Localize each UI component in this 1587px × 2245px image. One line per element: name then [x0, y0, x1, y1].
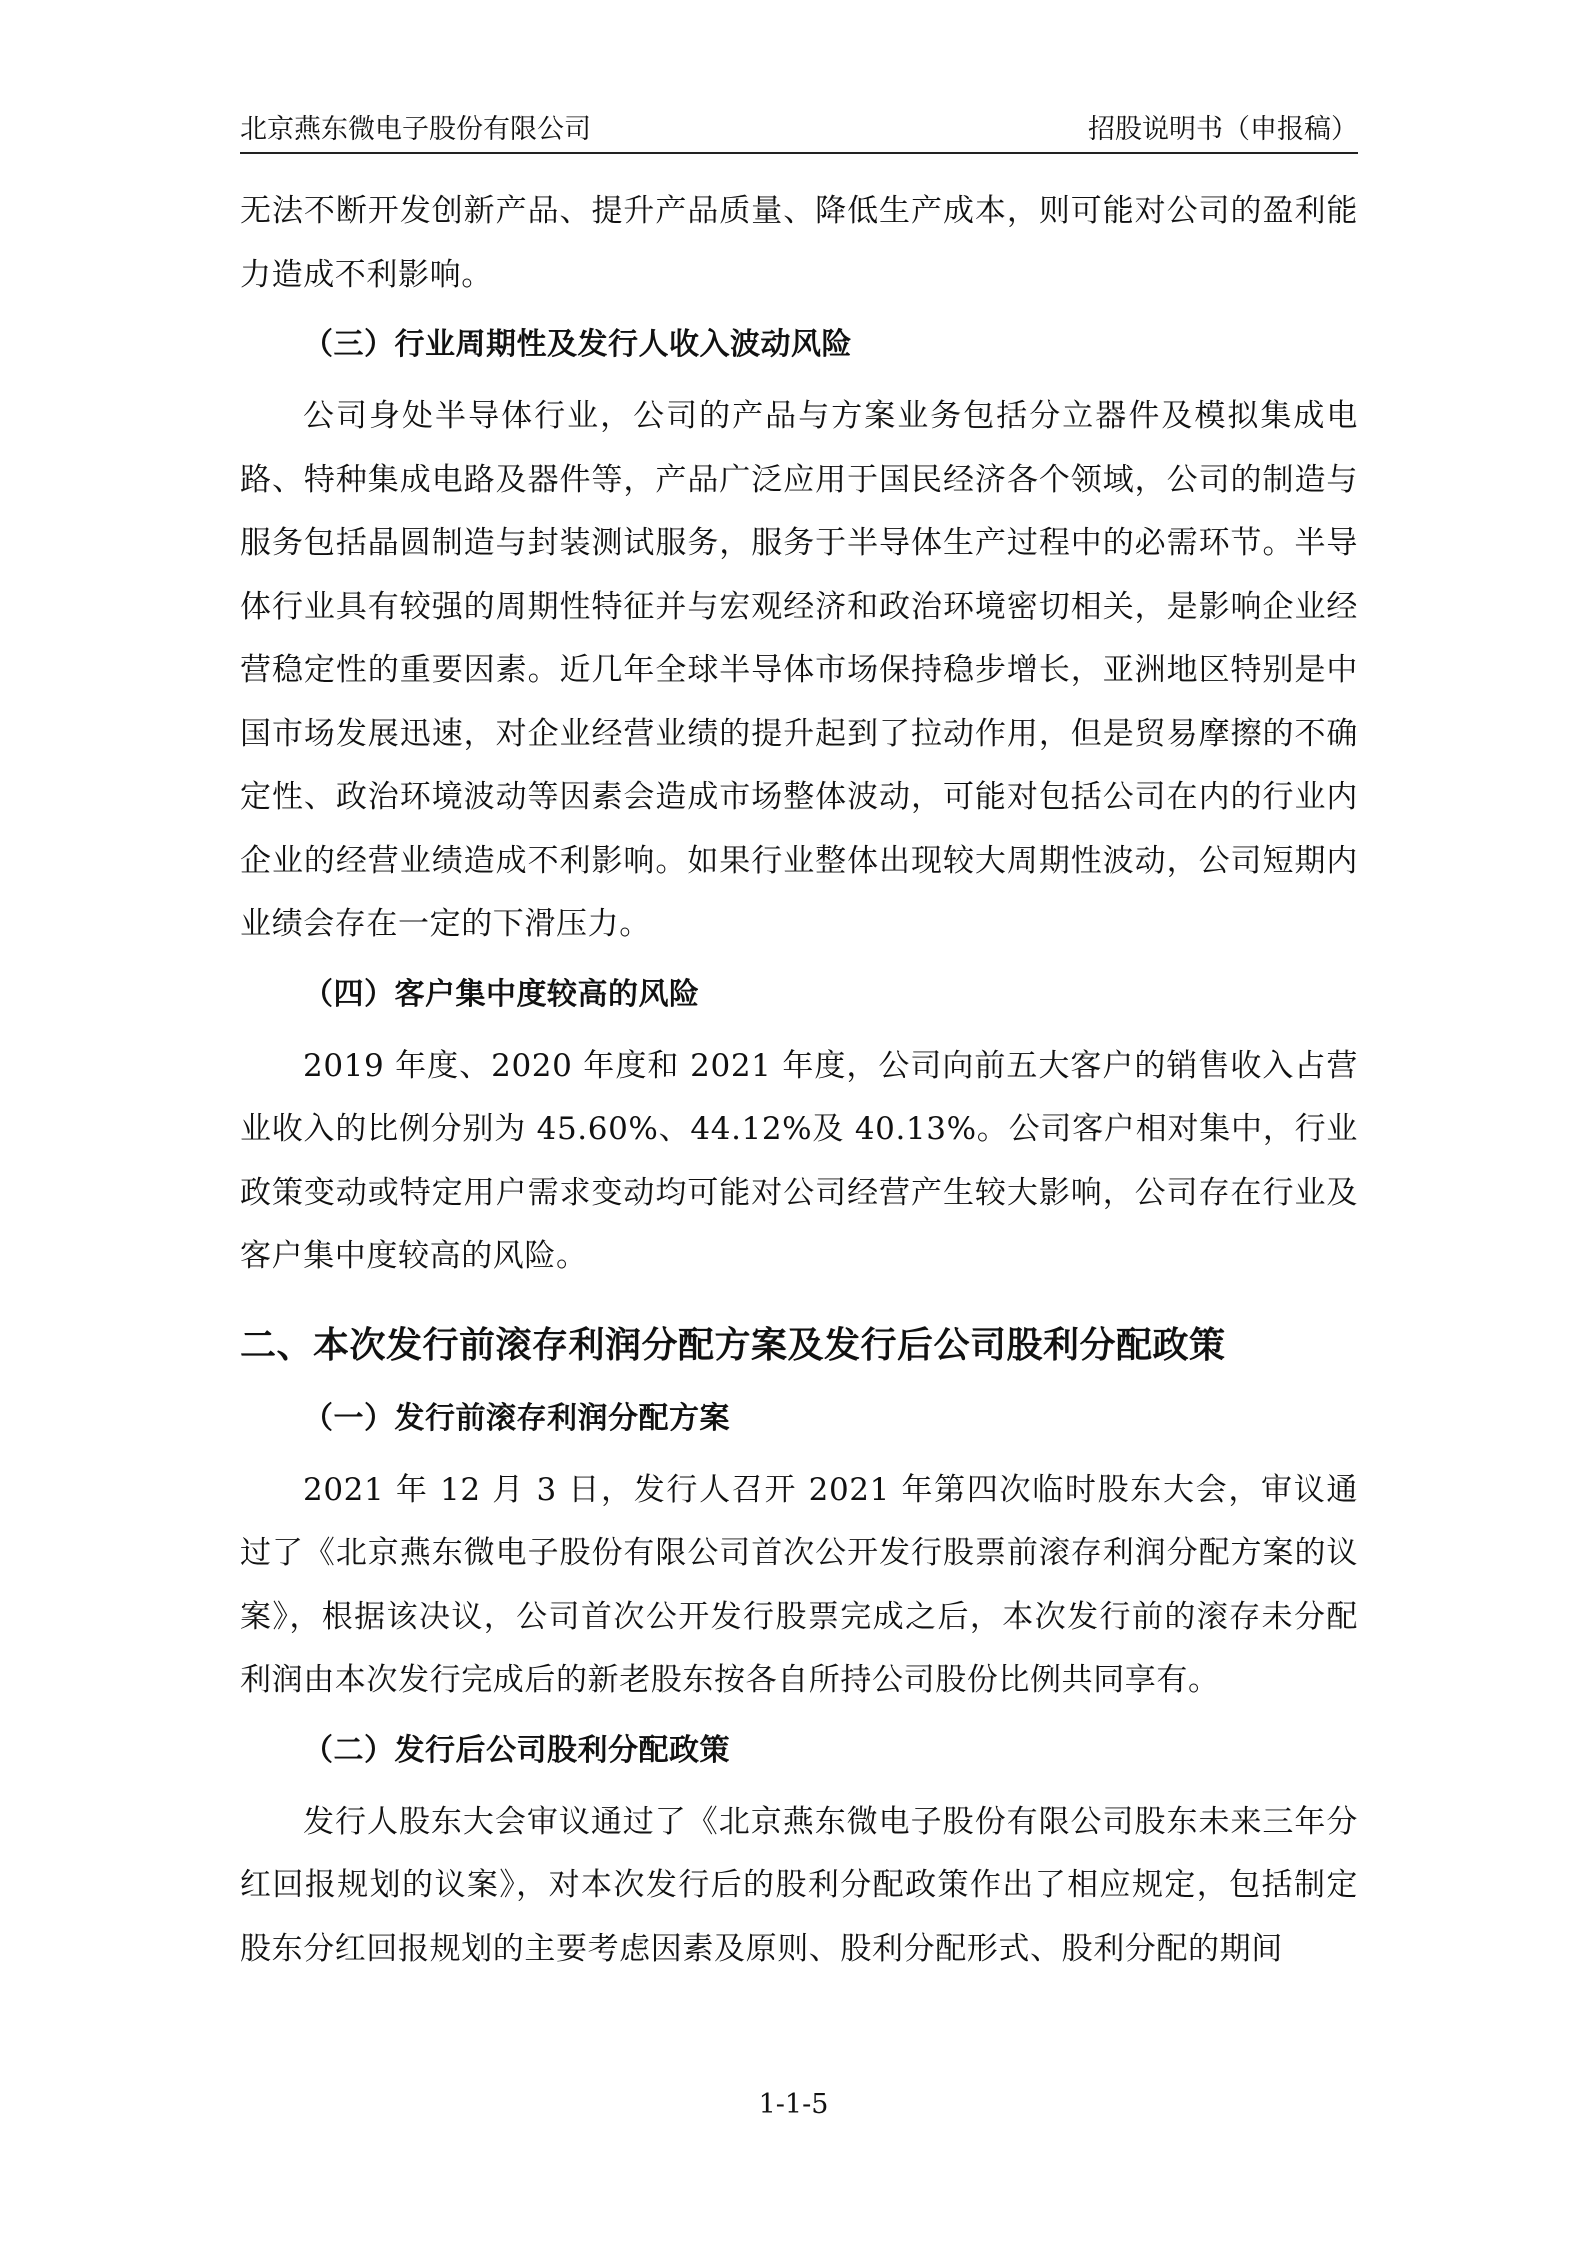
paragraph-customer-concentration-risk: 2019 年度、2020 年度和 2021 年度，公司向前五大客户的销售收入占营业收入的比例分别为 45.60%、44.12%及 40.13%。公司客户相对集中，行业政策变动或特定用户需求变动均可能对公司经营产生较大影响，公司存在行业及客户集中度较高的风险。 — [240, 1047, 1358, 1274]
header-company-name: 北京燕东微电子股份有限公司 — [240, 114, 591, 145]
page-number: 1-1-5 — [758, 2089, 829, 2120]
page-body — [240, 180, 1358, 1981]
paragraph-post-issue-dividend-policy: 发行人股东大会审议通过了《北京燕东微电子股份有限公司股东未来三年分红回报规划的议案》，对本次发行后的股利分配政策作出了相应规定，包括制定股东分红回报规划的主要考虑因素及原则、股利分配形式、股利分配的期间 — [240, 1803, 1358, 1967]
paragraph-industry-cycle-risk: 公司身处半导体行业，公司的产品与方案业务包括分立器件及模拟集成电路、特种集成电路及器件等，产品广泛应用于国民经济各个领域，公司的制造与服务包括晶圆制造与封装测试服务，服务于半导体生产过程中的必需环节。半导体行业具有较强的周期性特征并与宏观经济和政治环境密切相关，是影响企业经营稳定性的重要因素。近几年全球半导体市场保持稳步增长，亚洲地区特别是中国市场发展迅速，对企业经营业绩的提升起到了拉动作用，但是贸易摩擦的不确定性、政治环境波动等因素会造成市场整体波动，可能对包括公司在内的行业内企业的经营业绩造成不利影响。如果行业整体出现较大周期性波动，公司短期内业绩会存在一定的下滑压力。 — [240, 398, 1358, 942]
paragraph-pre-issue-profit-distribution: 2021 年 12 月 3 日，发行人召开 2021 年第四次临时股东大会，审议通过了《北京燕东微电子股份有限公司首次公开发行股票前滚存利润分配方案的议案》，根据该决议，公司首次公开发行股票完成之后，本次发行前的滚存未分配利润由本次发行完成后的新老股东按各自所持公司股份比例共同享有。 — [240, 1471, 1358, 1698]
header-document-type: 招股说明书（申报稿） — [1088, 114, 1358, 145]
subheading-pre-issue-profit-distribution: （一）发行前滚存利润分配方案 — [303, 1400, 730, 1436]
page-header — [240, 106, 1358, 154]
section-heading-dividend-policy: 二、本次发行前滚存利润分配方案及发行后公司股利分配政策 — [240, 1324, 1226, 1366]
subheading-post-issue-dividend-policy: （二）发行后公司股利分配政策 — [303, 1732, 730, 1768]
subheading-customer-concentration-risk: （四）客户集中度较高的风险 — [303, 976, 700, 1012]
subheading-industry-cycle-risk: （三）行业周期性及发行人收入波动风险 — [303, 327, 852, 362]
paragraph-continued: 无法不断开发创新产品、提升产品质量、降低生产成本，则可能对公司的盈利能力造成不利影响。 — [240, 193, 1358, 293]
